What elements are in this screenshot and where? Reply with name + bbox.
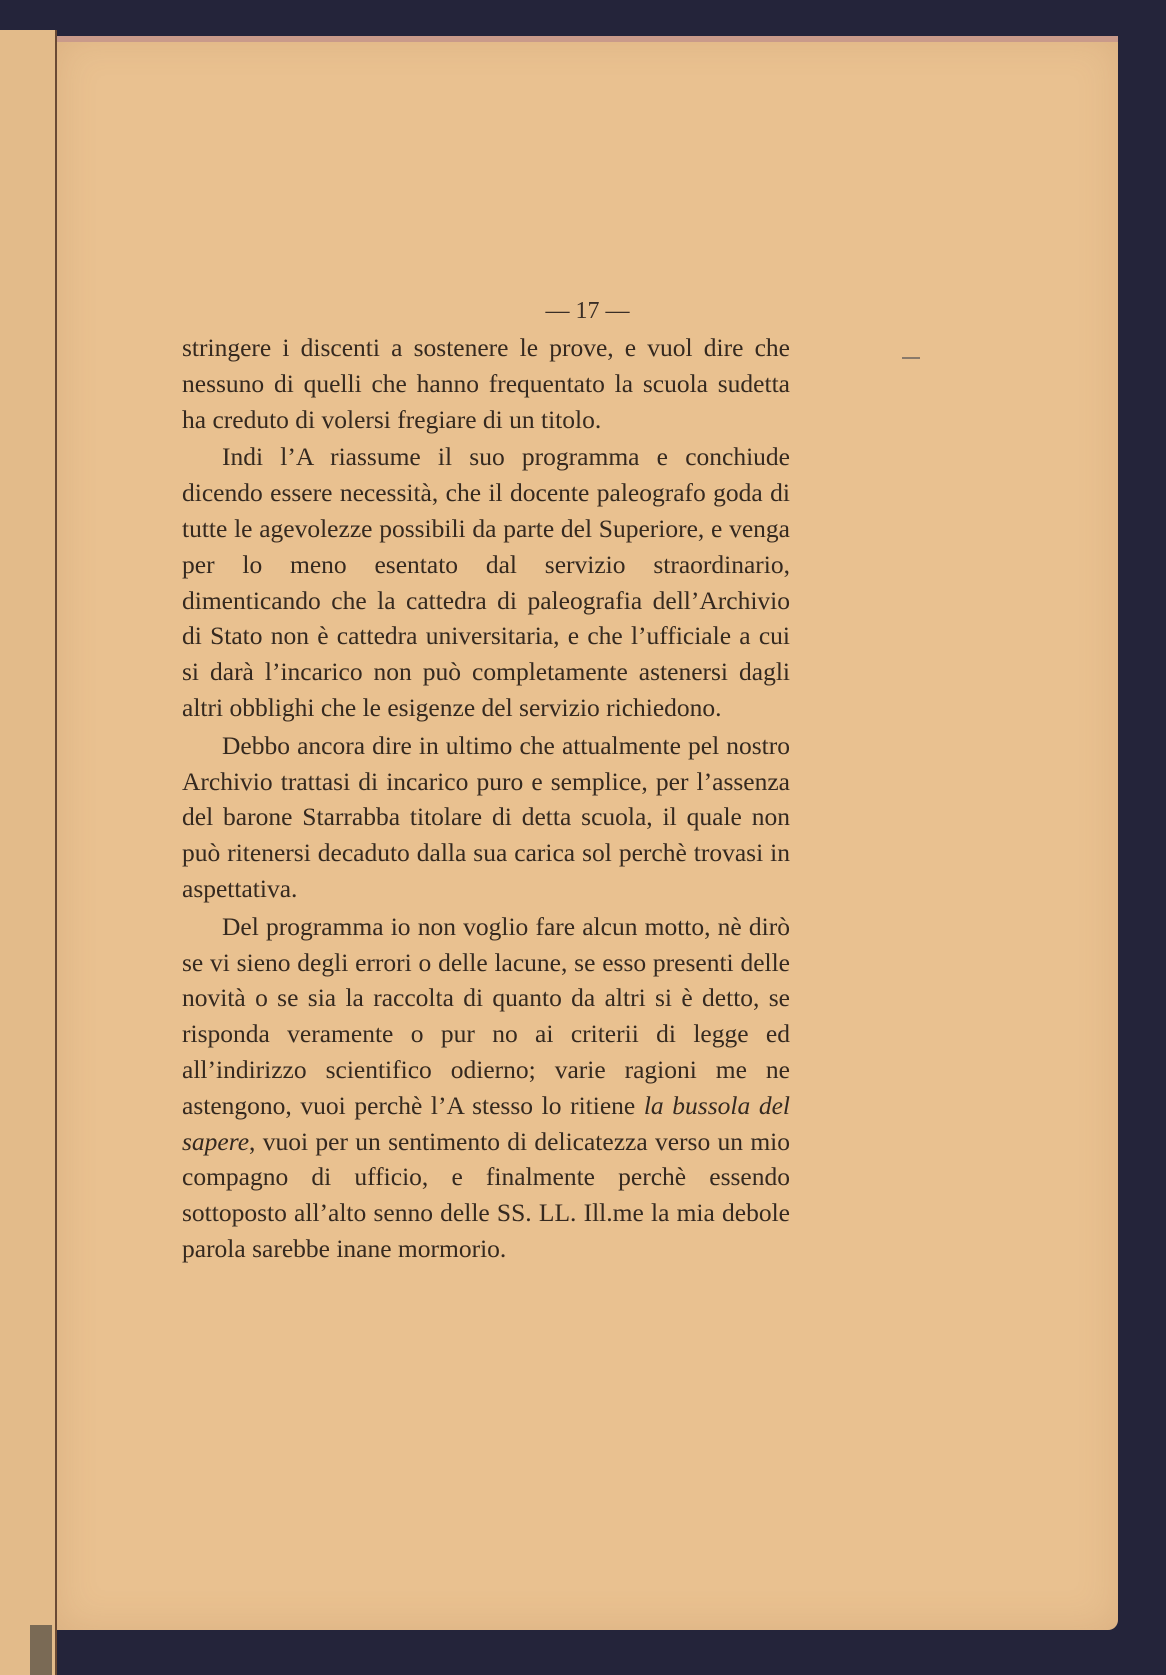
binding-stub bbox=[30, 1625, 52, 1675]
paragraph: Debbo ancora dire in ultimo che attualmente pel nostro Archivio trattasi di incarico puro e semplice, per l’assenza del barone Starrabba titolare di detta scuola, il quale non può ritenersi decaduto dalla sua carica sol perchè trovasi in aspettativa. bbox=[182, 730, 790, 903]
paragraph-text: Del programma io non voglio fare alcun motto, nè dirò se vi sieno degli errori o delle lacune, se esso presenti delle novità o se sia la raccolta di quanto da altri si è detto, se risponda veramente o pur no ai criterii di legge ed all’indirizzo scientifico odierno; varie ragioni me ne astengono, vuoi perchè l’A stesso lo ritiene bbox=[182, 911, 790, 1120]
book-page bbox=[57, 36, 1118, 1630]
page-top-edge bbox=[57, 36, 1118, 42]
page-number: — 17 — bbox=[545, 298, 630, 324]
paragraph: Indi l’A riassume il suo programma e conchiude dicendo essere necessità, che il docente paleografo goda di tutte le agevolezze possibili da parte del Superiore, e venga per lo meno esentato dal servizio straordinario, dimenticando che la cattedra di paleografia dell’Archivio di Stato non è cattedra universitaria, e che l’ufficiale a cui si darà l’incarico non può completamente astenersi dagli altri obblighi che le esigenze del servizio richiedono. bbox=[182, 442, 790, 722]
facing-page-edge bbox=[0, 30, 57, 1675]
italic-title: la bussola del sapere bbox=[182, 1090, 790, 1156]
paragraph: stringere i discenti a sostenere le prove, e vuol dire che nessuno di quelli che hanno frequentato la scuola sudetta ha creduto di volersi fregiare di un titolo. bbox=[182, 333, 790, 434]
paragraph bbox=[182, 909, 790, 1267]
paragraph-text: , vuoi per un sentimento di delicatezza verso un mio compagno di ufficio, e finalmente perchè essendo sottoposto all’alto senno delle SS. LL. Ill.me la mia debole parola sarebbe inane mormorio. bbox=[182, 1126, 790, 1263]
margin-mark bbox=[902, 357, 920, 359]
body-text bbox=[182, 330, 790, 1269]
